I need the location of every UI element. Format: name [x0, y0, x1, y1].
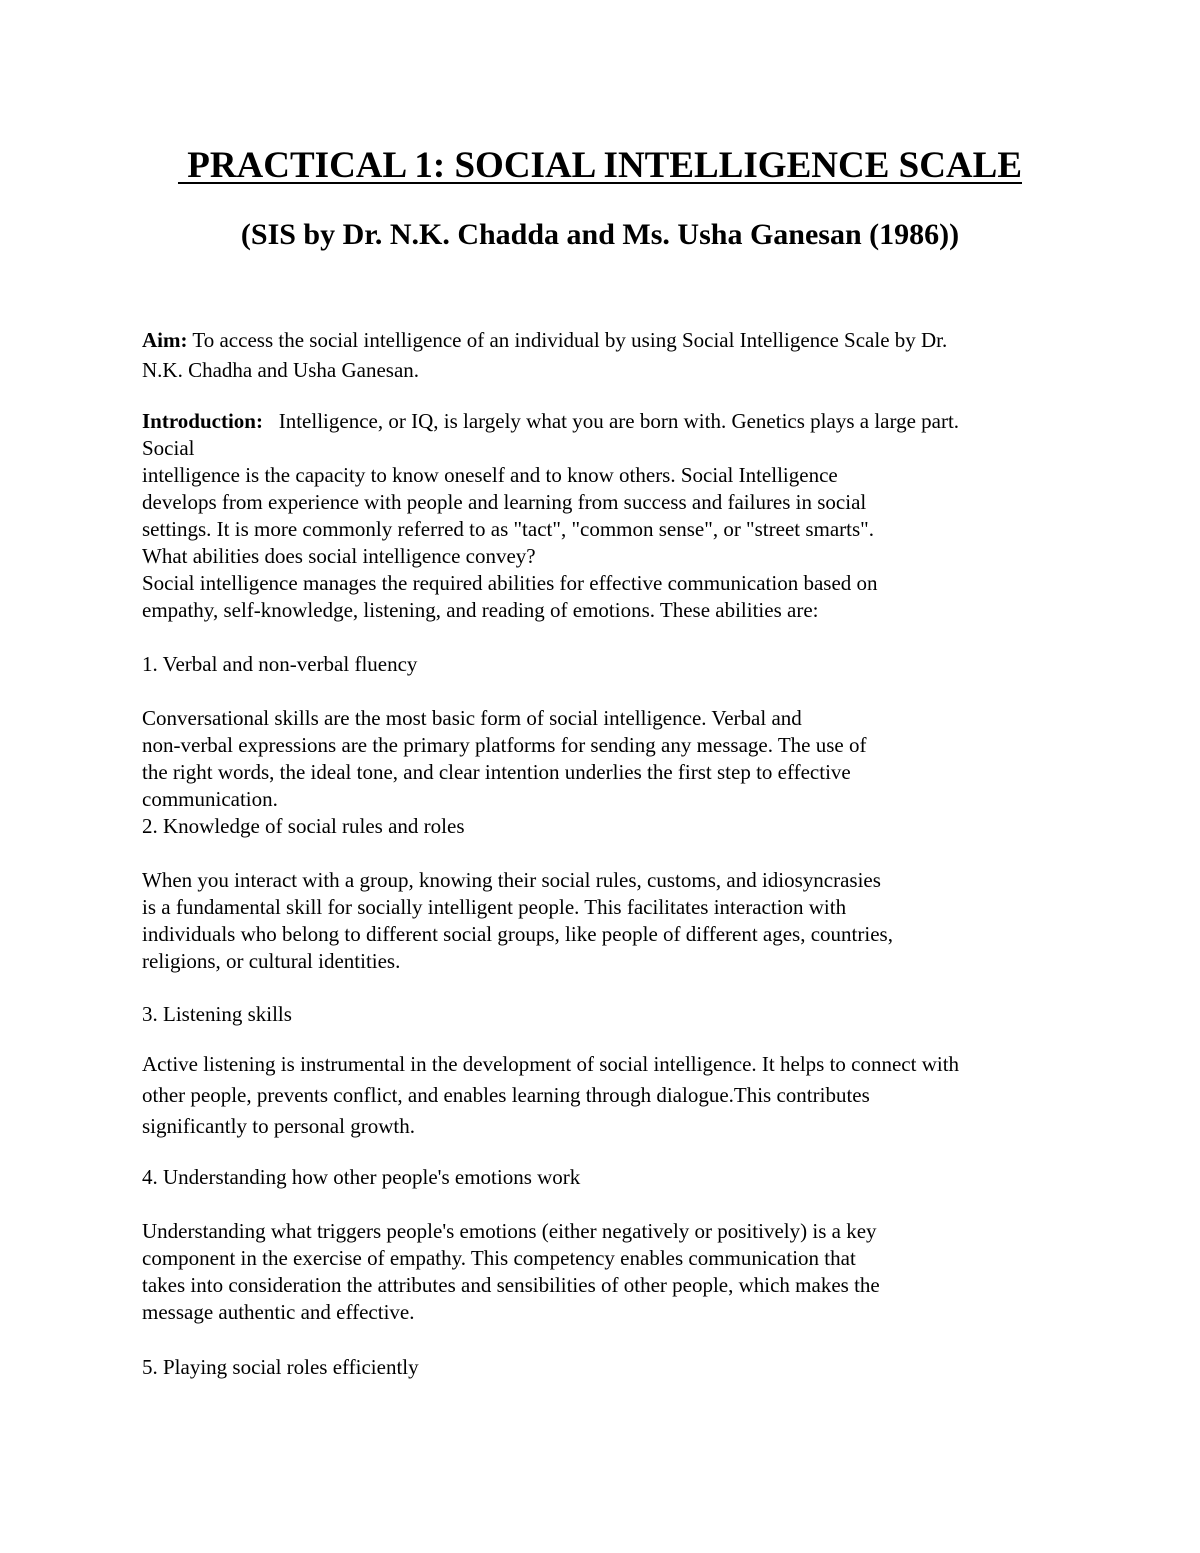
section-1-line-1: Conversational skills are the most basic form of social intelligence. Verbal and [142, 706, 802, 730]
section-3-line-2: other people, prevents conflict, and enables learning through dialogue.This contributes [142, 1083, 870, 1107]
page-title: PRACTICAL 1: SOCIAL INTELLIGENCE SCALE [177, 145, 1022, 186]
section-3-line-1: Active listening is instrumental in the development of social intelligence. It helps to connect with [142, 1052, 960, 1076]
intro-line-8: empathy, self-knowledge, listening, and reading of emotions. These abilities are: [142, 598, 819, 622]
section-1-line-3: the right words, the ideal tone, and clear intention underlies the first step to effective [142, 760, 851, 784]
intro-line-6: What abilities does social intelligence convey? [142, 544, 536, 568]
intro-label: Introduction: [142, 409, 263, 433]
section-2-line-4: religions, or cultural identities. [142, 949, 401, 973]
aim-line-1 [142, 327, 947, 354]
intro-line-5: settings. It is more commonly referred to as "tact", "common sense", or "street smarts". [142, 517, 875, 541]
section-4-line-4: message authentic and effective. [142, 1300, 415, 1324]
aim-label: Aim: [142, 328, 188, 352]
section-4-line-3: takes into consideration the attributes and sensibilities of other people, which makes the [142, 1273, 880, 1297]
intro-line-1 [142, 408, 959, 435]
section-2-heading: 2. Knowledge of social rules and roles [142, 814, 465, 838]
section-4-line-2: component in the exercise of empathy. This competency enables communication that [142, 1246, 856, 1270]
section-4-line-1: Understanding what triggers people's emotions (either negatively or positively) is a key [142, 1219, 877, 1243]
aim-text-1: To access the social intelligence of an individual by using Social Intelligence Scale by Dr. [192, 328, 948, 352]
section-2-line-1: When you interact with a group, knowing their social rules, customs, and idiosyncrasies [142, 868, 881, 892]
intro-text-1: Intelligence, or IQ, is largely what you are born with. Genetics plays a large part. [278, 409, 960, 433]
section-5-heading: 5. Playing social roles efficiently [142, 1355, 419, 1379]
intro-line-7: Social intelligence manages the required abilities for effective communication based on [142, 571, 878, 595]
section-3-line-3: significantly to personal growth. [142, 1114, 415, 1138]
section-1-line-4: communication. [142, 787, 278, 811]
section-1-line-2: non-verbal expressions are the primary platforms for sending any message. The use of [142, 733, 867, 757]
section-4-heading: 4. Understanding how other people's emotions work [142, 1165, 581, 1189]
section-3-heading: 3. Listening skills [142, 1002, 292, 1026]
section-1-heading: 1. Verbal and non-verbal fluency [142, 652, 418, 676]
section-2-line-2: is a fundamental skill for socially intelligent people. This facilitates interaction with [142, 895, 847, 919]
page-subtitle: (SIS by Dr. N.K. Chadda and Ms. Usha Ganesan (1986)) [240, 218, 960, 251]
aim-line-2: N.K. Chadha and Usha Ganesan. [142, 358, 420, 382]
section-2-line-3: individuals who belong to different social groups, like people of different ages, countries, [142, 922, 893, 946]
intro-line-3: intelligence is the capacity to know oneself and to know others. Social Intelligence [142, 463, 838, 487]
intro-line-2: Social [142, 436, 195, 460]
intro-line-4: develops from experience with people and learning from success and failures in social [142, 490, 867, 514]
